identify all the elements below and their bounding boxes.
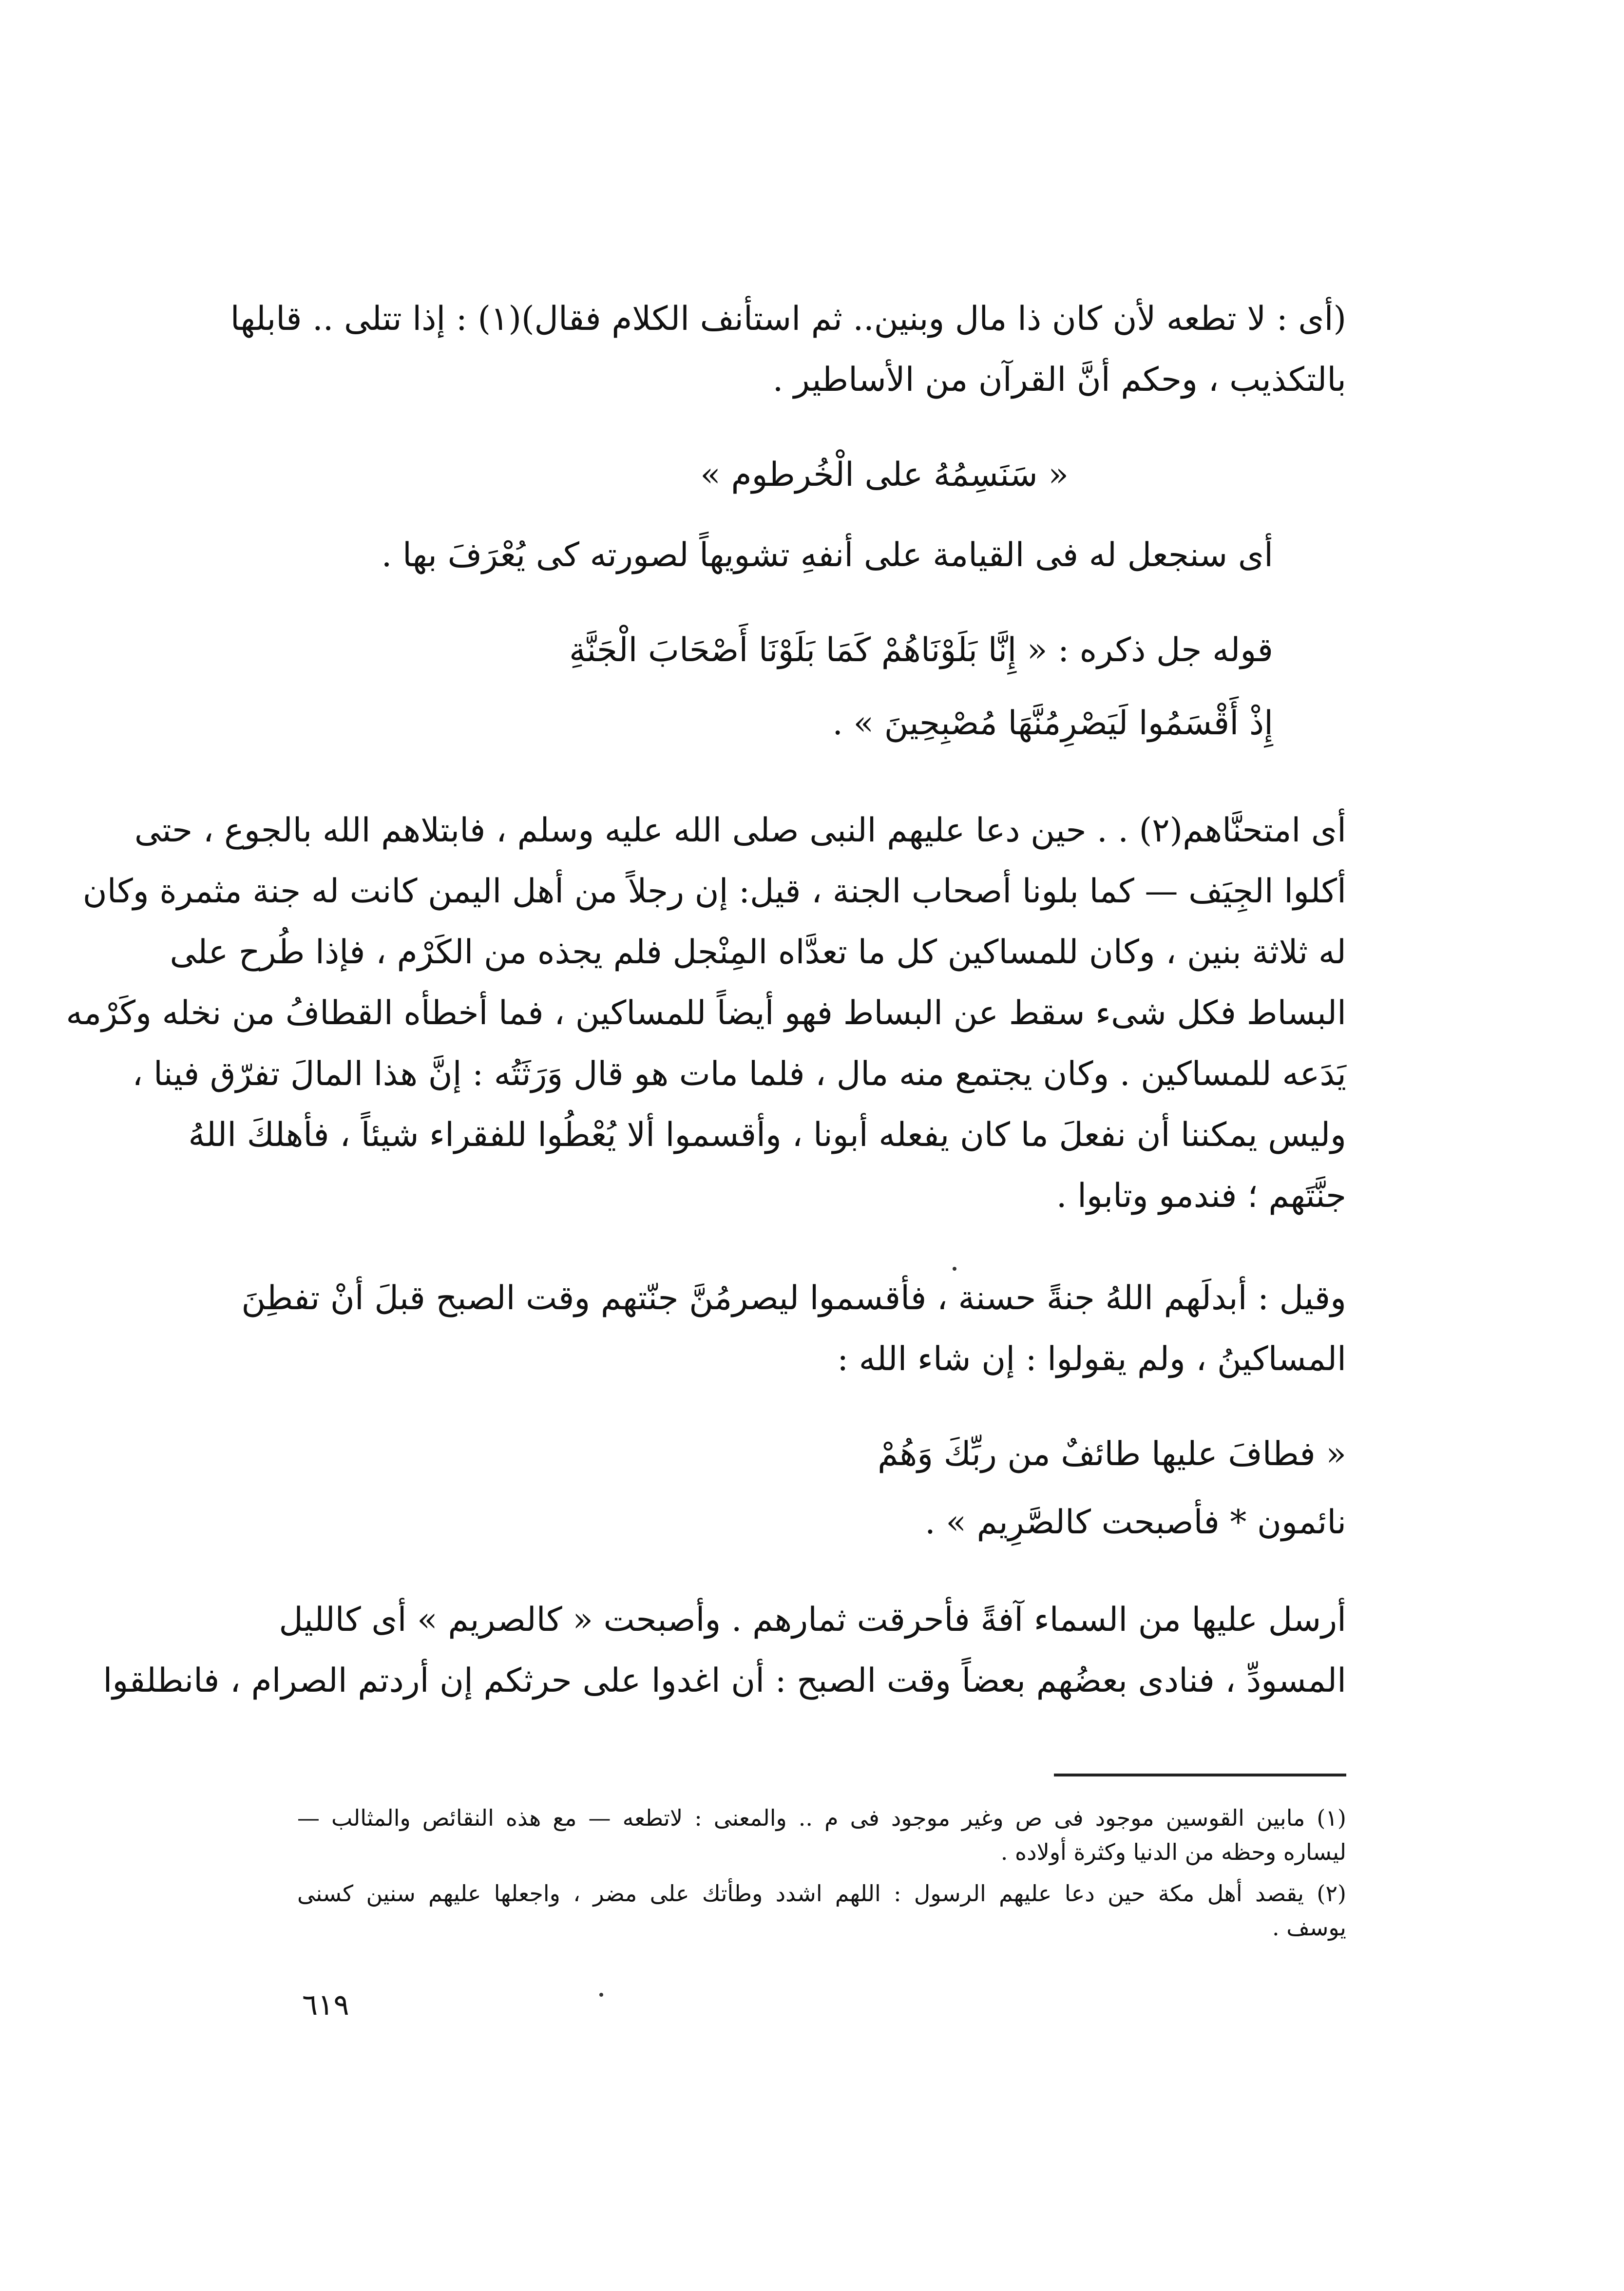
text-line: وليس يمكننا أن نفعلَ ما كان يفعله أبونا ، وأقسموا ألا يُعْطُوا للفقراء شيئاً ، فأهلكَ اللهُ (188, 1116, 1346, 1154)
section-heading: قوله جل ذكره : « إِنَّا بَلَوْنَاهُمْ كَمَا بَلَوْنَا أَصْحَابَ الْجَنَّةِ (569, 631, 1273, 669)
text-line: (أى : لا تطعه لأن كان ذا مال وبنين.. ثم استأنف الكلام فقال)(١) : إذا تتلى .. قابلها (230, 300, 1346, 338)
text-line: أى سنجعل له فى القيامة على أنفهِ تشويهاً لصورته كى يُعْرَفَ بها . (381, 536, 1273, 574)
quran-verse: نائمون * فأصبحت كالصَّرِيم » . (925, 1503, 1346, 1542)
text-line: يَدَعه للمساكين . وكان يجتمع منه مال ، فلما مات هو قال وَرَثَتُه : إنَّ هذا المالَ تفرّق فينا ، (132, 1055, 1346, 1093)
scan-speck (599, 1993, 603, 1997)
footnote-line: (١) مابين القوسين موجود فى ص وغير موجود فى م .. والمعنى : لاتطعه — مع هذه النقائص والمثالب — (297, 1805, 1346, 1831)
text-line: بالتكذيب ، وحكم أنَّ القرآن من الأساطير . (772, 361, 1346, 399)
text-line: أى امتحنَّاهم(٢) . . حين دعا عليهم النبى صلى الله عليه وسلم ، فابتلاهم الله بالجوع ، حتى (134, 811, 1346, 850)
footnote-line: ليساره وحظه من الدنيا وكثرة أولاده . (1000, 1839, 1346, 1865)
footnote-line: يوسف . (1272, 1914, 1346, 1941)
text-line: البساط فكل شىء سقط عن البساط فهو أيضاً للمساكين ، فما أخطأه القطافُ من نخله وكَرْمه (66, 994, 1346, 1032)
quran-verse: « فطافَ عليها طائفٌ من ربِّكَ وَهُمْ (878, 1435, 1346, 1473)
footnote-separator (1054, 1774, 1346, 1776)
footnote-line: (٢) يقصد أهل مكة حين دعا عليهم الرسول : اللهم اشدد وطأتك على مضر ، واجعلها عليهم سنين كسنى (297, 1880, 1346, 1907)
quran-verse: « سَنَسِمُهُ على الْخُرطوم » (700, 456, 1069, 494)
text-line: المسودِّ ، فنادى بعضُهم بعضاً وقت الصبح : أن اغدوا على حرثكم إن أردتم الصرام ، فانطلقوا (103, 1661, 1346, 1700)
text-line: له ثلاثة بنين ، وكان للمساكين كل ما تعدَّاه المِنْجل فلم يجذه من الكَرْم ، فإذا طُرح على (170, 933, 1346, 972)
text-line: وقيل : أبدلَهم اللهُ جنةً حسنة ، فأقسموا ليصرمُنَّ جنّتهم وقت الصبح قبلَ أنْ تفطِنَ (241, 1279, 1346, 1317)
page-number: ٦١٩ (302, 1988, 349, 2022)
text-line: جنَّتَهم ؛ فندمو وتابوا . (1056, 1177, 1346, 1215)
text-line: أرسل عليها من السماء آفةً فأحرقت ثمارهم . وأصبحت « كالصريم » أى كالليل (279, 1601, 1346, 1639)
scan-speck (953, 1267, 956, 1271)
text-line: المساكينُ ، ولم يقولوا : إن شاء الله : (837, 1340, 1346, 1378)
text-line: أكلوا الجِيَف — كما بلونا أصحاب الجنة ، قيل: إن رجلاً من أهل اليمن كانت له جنة مثمرة وكان (82, 872, 1346, 911)
quran-verse: إِذْ أَقْسَمُوا لَيَصْرِمُنَّهَا مُصْبِحِينَ » . (832, 704, 1273, 743)
